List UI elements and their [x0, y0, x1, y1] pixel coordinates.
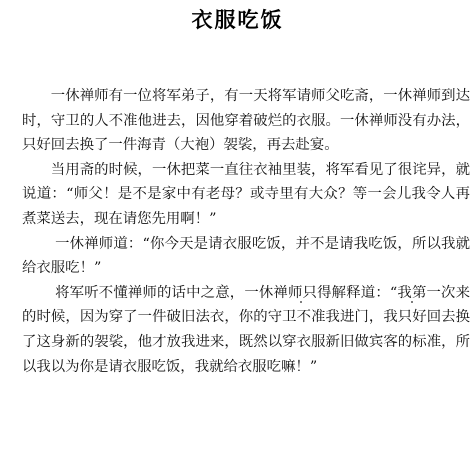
- page-title: 衣服吃饭: [191, 7, 284, 32]
- paragraph-3: 一休禅师道：“你今天是请衣服吃饭，并不是请我吃饭，所以我就给衣服吃！”: [22, 235, 470, 277]
- scan-speck: [300, 301, 302, 303]
- paragraph-4: 将军听不懂禅师的话中之意，一休禅师只得解释道：“我第一次来的时候，因为穿了一件破旧法衣，你的守卫不准我进门，我只好回去换了这身新的袈裟，他才放我进来，既然以穿衣服新旧做宾客的标准，所以我以为你是请衣服吃饭，我就给衣服吃嘛！”: [22, 284, 470, 375]
- article-body: [22, 84, 470, 379]
- paragraph-2: 当用斋的时候，一休把菜一直往衣袖里装，将军看见了很诧异，就说道：“师父！是不是家中有老母？或寺里有大众？等一会儿我令人再煮菜送去，现在请您先用啊！”: [22, 161, 470, 227]
- scan-speck: [411, 301, 413, 303]
- paragraph-1: 一休禅师有一位将军弟子，有一天将军请师父吃斋，一休禅师到达时，守卫的人不准他进去，因他穿着破烂的衣服。一休禅师没有办法，只好回去换了一件海青（大袍）袈裟，再去赴宴。: [22, 88, 470, 154]
